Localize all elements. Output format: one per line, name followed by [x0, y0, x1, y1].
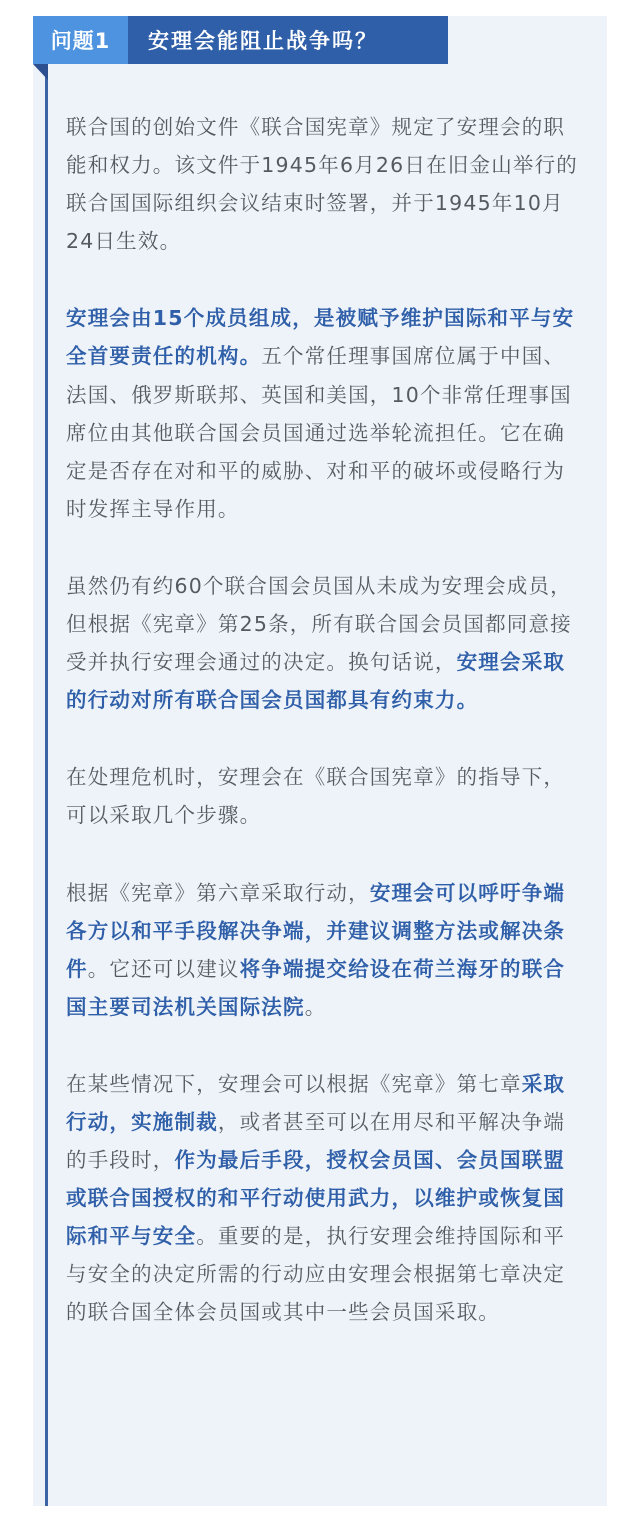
emphasis-run: 安理会由15个成员组成，是被赋予维护国际和平与安全首要责任的机构。: [66, 306, 575, 369]
paragraph-charter: [66, 108, 582, 260]
paragraph-chapter-six: [66, 874, 582, 1026]
emphasis-run: 作为最后手段，授权会员国、会员国联盟或联合国授权的和平行动使用武力，以维护或恢复国际和平与安全: [66, 1148, 566, 1249]
paragraph-composition: [66, 299, 582, 528]
paragraph-crisis: [66, 758, 582, 834]
text-run: 。: [304, 994, 327, 1019]
paragraph-chapter-seven: [66, 1065, 582, 1332]
text-run: 。重要的是，执行安理会维持国际和平与安全的决定所需的行动应由安理会根据第七章决定的联合国全体会员国或其中一些会员国采取。: [66, 1224, 566, 1325]
emphasis-run: 安理会可以呼吁争端各方以和平手段解决争端，并建议调整方法或解决条件: [66, 880, 566, 981]
text-run: 。它还可以建议: [87, 956, 240, 981]
emphasis-run: 将争端提交给设在荷兰海牙的联合国主要司法机关国际法院: [66, 956, 566, 1019]
paragraph-binding: [66, 567, 582, 719]
emphasis-run: 安理会采取的行动对所有联合国会员国都具有约束力。: [66, 650, 566, 713]
question-number-tag: 问题1: [33, 16, 128, 64]
article-body: [66, 108, 582, 1332]
text-run: 五个常任理事国席位属于中国、法国、俄罗斯联邦、英国和美国，10个非常任理事国席位由其他联合国会员国通过选举轮流担任。它在确定是否存在对和平的威胁、对和平的破坏或侵略行为时发挥主导作用。: [66, 344, 572, 521]
text-run: ，或者甚至可以在用尽和平解决争端的手段时，: [66, 1109, 566, 1173]
header-fold-corner: [33, 64, 48, 80]
text-run: 在处理危机时，安理会在《联合国宪章》的指导下，可以采取几个步骤。: [66, 765, 566, 828]
emphasis-run: 采取行动，实施制裁: [66, 1071, 566, 1134]
text-run: 在某些情况下，安理会可以根据《宪章》第七章: [66, 1071, 522, 1096]
left-accent-rule: [45, 64, 48, 1506]
question-header: [33, 16, 448, 64]
text-run: 联合国的创始文件《联合国宪章》规定了安理会的职能和权力。该文件于1945年6月26日在旧金山举行的联合国国际组织会议结束时签署，并于1945年10月24日生效。: [66, 115, 578, 254]
text-run: 虽然仍有约60个联合国会员国从未成为安理会成员，但根据《宪章》第25条，所有联合国会员国都同意接受并执行安理会通过的决定。换句话说，: [66, 573, 572, 675]
text-run: 根据《宪章》第六章采取行动，: [66, 880, 370, 905]
question-title: 安理会能阻止战争吗？: [128, 16, 448, 64]
